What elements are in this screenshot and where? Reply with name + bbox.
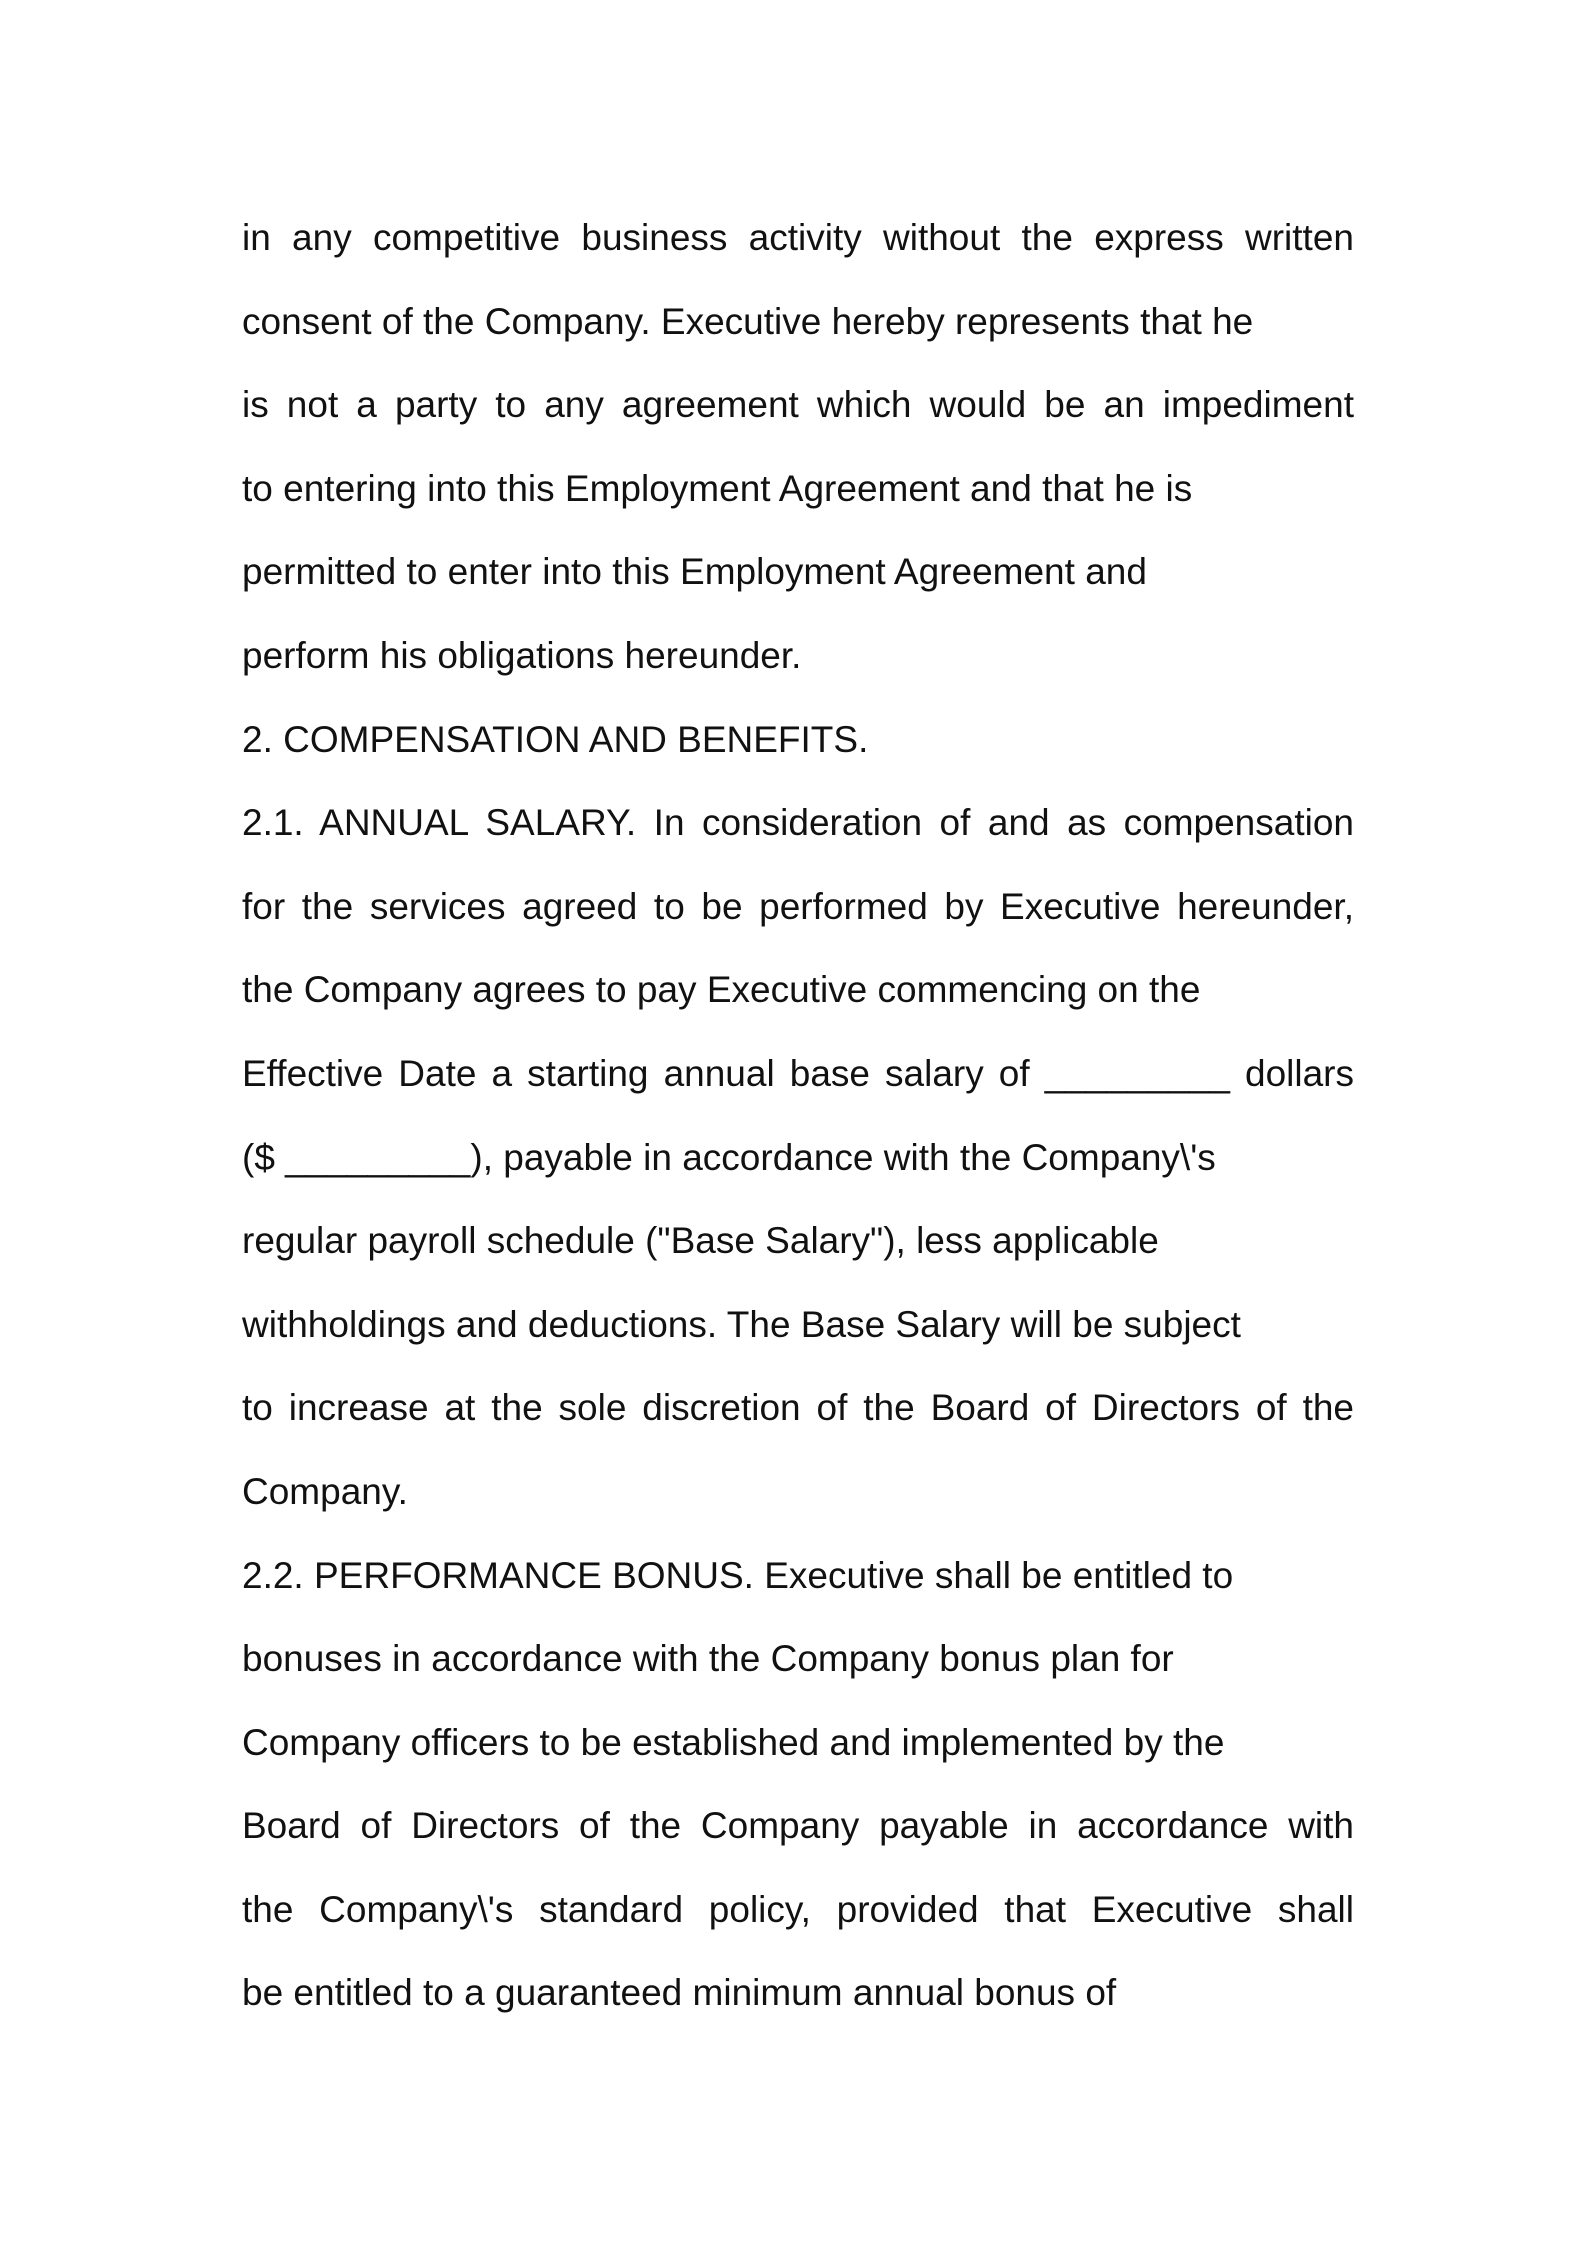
- text-line: be entitled to a guaranteed minimum annual bonus of: [242, 1972, 1117, 2014]
- text-line: regular payroll schedule ("Base Salary"), less applicable: [242, 1220, 1159, 1262]
- text-line: Company officers to be established and implemented by the: [242, 1721, 1225, 1763]
- text-line: consent of the Company. Executive hereby represents that he: [242, 300, 1254, 342]
- text-line: the Company\'s standard policy, provided that Executive shall: [242, 1888, 1354, 1930]
- text-line: perform his obligations hereunder.: [242, 634, 802, 676]
- text-line: for the services agreed to be performed by Executive hereunder,: [242, 885, 1354, 927]
- text-line: 2.1. ANNUAL SALARY. In consideration of and as compensation: [242, 802, 1354, 844]
- text-line: Board of Directors of the Company payable in accordance with: [242, 1805, 1354, 1847]
- text-line: ($ _________), payable in accordance with the Company\'s: [242, 1136, 1216, 1178]
- text-line: to increase at the sole discretion of the Board of Directors of the: [242, 1387, 1354, 1429]
- text-line: withholdings and deductions. The Base Salary will be subject: [242, 1303, 1241, 1345]
- text-line: to entering into this Employment Agreement and that he is: [242, 467, 1193, 509]
- text-line: is not a party to any agreement which would be an impediment: [242, 384, 1354, 426]
- section-heading: 2. COMPENSATION AND BENEFITS.: [242, 718, 869, 760]
- text-line: bonuses in accordance with the Company bonus plan for: [242, 1638, 1174, 1680]
- document-body: [242, 196, 1362, 2035]
- text-line: permitted to enter into this Employment Agreement and: [242, 551, 1147, 593]
- text-line: Company.: [242, 1470, 408, 1512]
- text-line: in any competitive business activity without the express written: [242, 217, 1354, 258]
- text-line: 2.2. PERFORMANCE BONUS. Executive shall be entitled to: [242, 1554, 1234, 1596]
- text-line: Effective Date a starting annual base salary of _________ dollars: [242, 1052, 1354, 1094]
- text-line: the Company agrees to pay Executive commencing on the: [242, 969, 1201, 1011]
